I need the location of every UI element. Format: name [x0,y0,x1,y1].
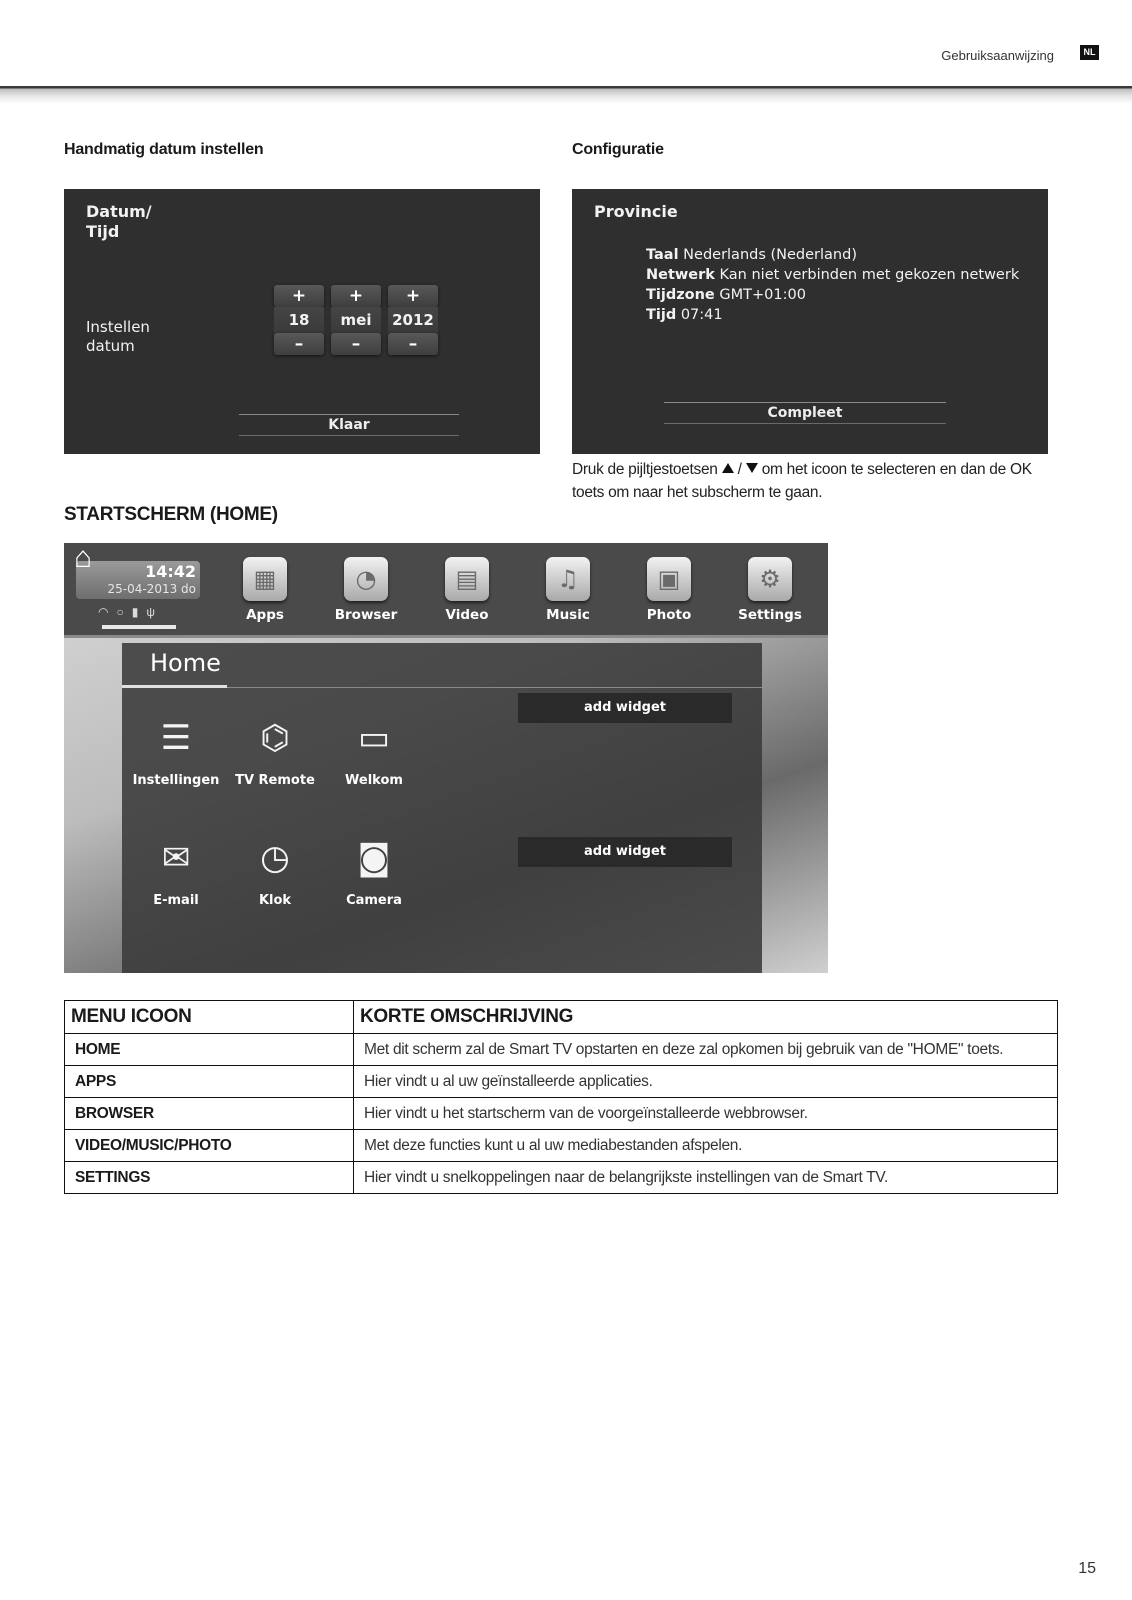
panel-item-label: Klok [258,893,292,908]
top-item-label: Browser [334,607,398,623]
caption-text-before: Druk de pijltjestoetsen [572,461,718,478]
header-label: Gebruiksaanwijzing [941,48,1054,63]
instruction-caption [572,458,1062,504]
row-description: Hier vindt u het startscherm van de voorgeïnstalleerde webbrowser. [354,1098,1058,1130]
year-increment-button[interactable]: + [388,285,438,307]
complete-button[interactable]: Compleet [664,402,946,424]
date-title-line1: Datum/ [86,202,152,221]
clock-widget [76,561,200,599]
home-panel-title: Home [150,649,221,677]
month-increment-button[interactable]: + [331,285,381,307]
day-value: 18 [274,307,324,333]
arrow-up-icon [722,463,734,473]
top-item-settings[interactable] [725,557,815,623]
add-widget-button[interactable]: add widget [518,693,732,723]
config-line-language: Taal Nederlands (Nederland) [646,247,857,263]
panel-item-label: E-mail [153,893,199,908]
set-date-label [86,318,150,356]
menu-icon-table [64,1000,1058,1194]
home-icon[interactable]: ⌂ [74,543,93,574]
date-title [86,202,152,242]
config-line-time: Tijd 07:41 [646,307,723,323]
browser-icon: ◔ [344,557,388,601]
top-item-label: Settings [738,607,802,623]
caption-slash: / [737,461,742,478]
home-section-heading: STARTSCHERM (HOME) [64,504,278,525]
usb-icon: ψ [146,605,163,619]
table-row [65,1162,1058,1194]
page-number: 15 [1078,1560,1096,1577]
panel-item-klok[interactable] [225,835,325,908]
welcome-icon: ▭ [357,718,391,758]
panel-item-label: TV Remote [235,773,315,788]
top-item-apps[interactable] [220,557,310,623]
top-item-label: Apps [246,607,284,623]
top-item-label: Music [546,607,590,623]
top-item-label: Video [445,607,489,623]
config-title: Provincie [594,202,678,221]
video-icon: ▤ [445,557,489,601]
table-row [65,1034,1058,1066]
panel-item-label: Welkom [345,773,403,788]
panel-item-camera[interactable] [324,835,424,908]
month-value: mei [331,307,381,333]
clock-date: 25-04-2013 do [107,582,196,596]
day-increment-button[interactable]: + [274,285,324,307]
table-row [65,1066,1058,1098]
config-line-timezone: Tijdzone GMT+01:00 [646,287,806,303]
panel-item-tv-remote[interactable] [225,715,325,788]
day-stepper[interactable] [274,285,324,355]
config-line-network: Netwerk Kan niet verbinden met gekozen netwerk [646,267,1020,283]
home-panel [122,643,762,973]
config-summary [646,245,1019,325]
row-key: BROWSER [65,1098,354,1130]
date-screenshot [64,189,540,454]
config-screenshot [572,189,1048,454]
home-title-underline [122,685,227,688]
table-row [65,1130,1058,1162]
envelope-icon: ✉ [161,838,191,878]
top-item-video[interactable] [422,557,512,623]
header-description: KORTE OMSCHRIJVING [354,1001,1058,1034]
panel-item-welkom[interactable] [324,715,424,788]
set-date-label-line1: Instellen [86,318,150,336]
photo-icon: ▣ [647,557,691,601]
top-item-music[interactable] [523,557,613,623]
done-button[interactable]: Klaar [239,414,459,436]
home-screenshot [64,543,828,973]
date-title-line2: Tijd [86,222,120,241]
year-decrement-button[interactable]: – [388,333,438,355]
panel-item-label: Camera [346,893,402,908]
row-description: Hier vindt u snelkoppelingen naar de belangrijkste instellingen van de Smart TV. [354,1162,1058,1194]
row-description: Met dit scherm zal de Smart TV opstarten en deze zal opkomen bij gebruik van de "HOME" toets. [354,1034,1058,1066]
status-icons [98,605,163,619]
panel-item-instellingen[interactable] [126,715,226,788]
status-underline [102,625,176,629]
camera-icon: ◙ [357,838,391,878]
clock-time: 14:42 [145,562,196,581]
year-stepper[interactable] [388,285,438,355]
day-decrement-button[interactable]: – [274,333,324,355]
row-key: SETTINGS [65,1162,354,1194]
month-stepper[interactable] [331,285,381,355]
music-icon: ♫ [546,557,590,601]
top-item-photo[interactable] [624,557,714,623]
header-menu-icon: MENU ICOON [65,1001,354,1034]
row-description: Hier vindt u al uw geïnstalleerde applicaties. [354,1066,1058,1098]
panel-item-label: Instellingen [132,773,220,788]
network-icon: ○ [116,605,132,619]
top-item-label: Photo [646,607,692,623]
home-top-bar [64,543,828,638]
remote-icon: ⌬ [260,718,290,758]
row-description: Met deze functies kunt u al uw mediabestanden afspelen. [354,1130,1058,1162]
sd-card-icon: ▮ [131,605,147,619]
set-date-label-line2: datum [86,337,135,355]
sliders-icon: ☰ [160,718,192,758]
arrow-down-icon [746,463,758,473]
table-header-row [65,1001,1058,1034]
wifi-icon: ◠ [98,605,117,619]
clock-icon: ◷ [260,838,290,878]
date-section-heading: Handmatig datum instellen [64,141,264,158]
caption-text-after: om het icoon te selecteren en dan de OK toets om naar het subscherm te gaan. [572,461,1032,501]
row-key: HOME [65,1034,354,1066]
config-section-heading: Configuratie [572,141,664,158]
month-decrement-button[interactable]: – [331,333,381,355]
year-value: 2012 [388,307,438,333]
row-key: APPS [65,1066,354,1098]
add-widget-button[interactable]: add widget [518,837,732,867]
table-row [65,1098,1058,1130]
panel-item-email[interactable] [126,835,226,908]
top-item-browser[interactable] [321,557,411,623]
header-divider [0,86,1132,104]
apps-icon: ▦ [243,557,287,601]
language-badge: NL [1080,45,1099,60]
row-key: VIDEO/MUSIC/PHOTO [65,1130,354,1162]
settings-icon: ⚙ [748,557,792,601]
